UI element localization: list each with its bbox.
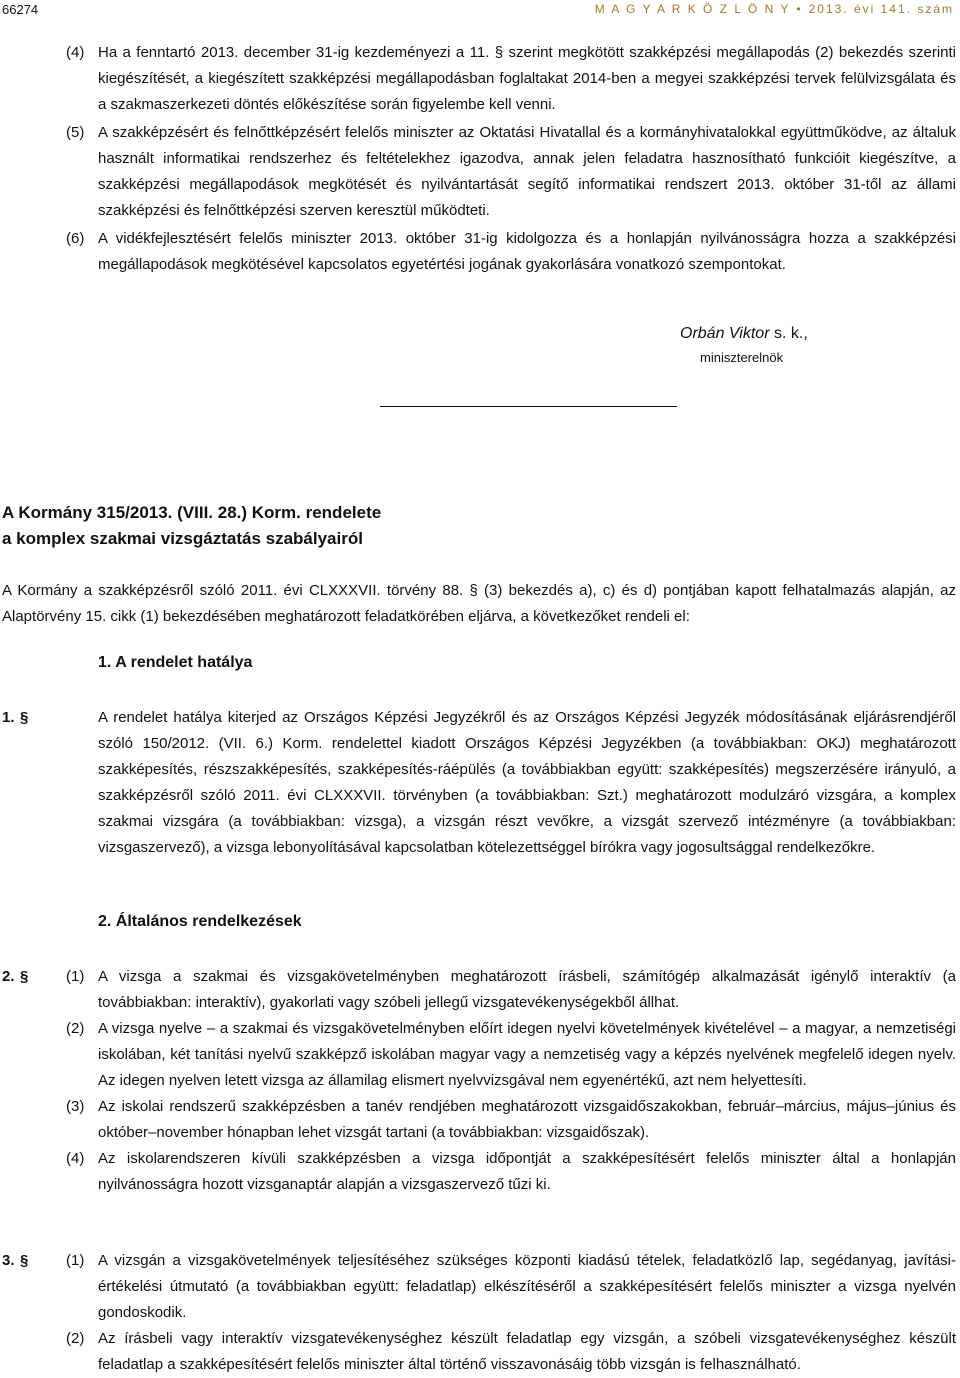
- signatory-suffix: s. k.,: [769, 325, 808, 342]
- signatory-role: miniszterelnök: [700, 350, 784, 365]
- page-header: [0, 0, 960, 22]
- item-text: Az írásbeli vagy interaktív vizsgatevékenységhez készült feladatlap egy vizsgán, a szóbeli vizsgatevékenységhez készült feladatlap a szakképesítésért felelős miniszter által történő visszavonásáig több vizsgán is felhasználható.: [98, 1330, 956, 1373]
- section-title: 1. A rendelet hatálya: [98, 654, 253, 671]
- paragraph-number: (4): [66, 44, 85, 61]
- item-text: Az iskolai rendszerű szakképzésben a tanév rendjében meghatározott vizsgaidőszakokban, február–március, május–június és október–november hónapban lehet vizsgát tartani (a továbbiakban: vizsgaidőszak).: [98, 1098, 956, 1141]
- section-title: 2. Általános rendelkezések: [98, 913, 302, 930]
- signature-block: [0, 325, 960, 385]
- section-item: [0, 1146, 960, 1198]
- paragraph-number: (6): [66, 230, 85, 247]
- paragraph-text: Ha a fenntartó 2013. december 31-ig kezdeményezi a 11. § szerint megkötött szakképzési megállapodás (2) bekezdés szerinti kiegészítését, a kiegészített szakképzési megállapodásban foglaltakat 2014-ben a megyei szakképzési tervek felülvizsgálata és a szakmaszerkezeti döntés előkészítése során figyelembe kell venni.: [98, 44, 956, 113]
- item-text: A vizsga nyelve – a szakmai és vizsgakövetelményben előírt idegen nyelvi követelmények kivételével – a magyar, a nemzetiségi iskolában, két tanítási nyelvű szakképző iskolában magyar vagy a nemzetiség vagy a képzés nyelvének megfelelő idegen nyelv. Az idegen nyelven letett vizsga az államilag elismert nyelvvizsgával nem egyenértékű, azt nem helyettesíti.: [98, 1020, 956, 1089]
- item-text: A rendelet hatálya kiterjed az Országos Képzési Jegyzékről és az Országos Képzési Jegyzék módosításának eljárásrendjéről szóló 150/2012. (VII. 6.) Korm. rendelettel kiadott Országos Képzési Jegyzékben (a továbbiakban: OKJ) meghatározott szakképesítés, részszakképesítés, szakképesítés-ráépülés (a továbbiakban együtt: szakképesítés) megszerzésére irányuló, a szakképzésről szóló 2011. évi CLXXXVII. törvényben (a továbbiakban: Szt.) meghatározott modulzáró vizsgára, a komplex szakmai vizsgára (a továbbiakban: vizsga), a vizsgán részt vevőkre, a vizsgát szervező intézményre (a továbbiakban: vizsgaszervező), a vizsga lebonyolításával kapcsolatban kötelezettséggel bírókra vagy jogosultsággal rendelkezőkre.: [98, 709, 956, 856]
- intro-section: [0, 40, 960, 280]
- section-item: [0, 1016, 960, 1094]
- signatory-line: [680, 325, 808, 343]
- item-number: (1): [66, 968, 85, 985]
- journal-name: M A G Y A R K Ö Z L Ö N Y: [594, 2, 791, 16]
- decree-subtitle-line: a komplex szakmai vizsgáztatás szabályairól: [2, 529, 363, 548]
- journal-issue: 2013. évi 141. szám: [808, 2, 954, 16]
- item-text: Az iskolarendszeren kívüli szakképzésben a vizsga időpontját a szakképesítésért felelős miniszter által a honlapján nyilvánosságra hozott vizsganaptár alapján a vizsgaszervező tűzi ki.: [98, 1150, 956, 1193]
- section: [0, 964, 960, 1198]
- section-number: 2.: [2, 968, 15, 985]
- paragraph: [0, 40, 960, 118]
- section-item: [0, 1326, 960, 1378]
- journal-title: [595, 2, 954, 16]
- section-item: [0, 1248, 960, 1326]
- bullet-icon: •: [796, 2, 803, 16]
- section-number: 1.: [2, 709, 15, 726]
- section-body: [0, 705, 960, 861]
- paragraph-text: A vidékfejlesztésért felelős miniszter 2013. október 31-ig kidolgozza és a honlapján nyilvánosságra hozza a szakképzési megállapodások megkötésével kapcsolatos egyetértési jogának gyakorlására vonatkozó szempontokat.: [98, 230, 956, 273]
- decree-title-line: A Kormány 315/2013. (VIII. 28.) Korm. rendelete: [2, 503, 382, 522]
- decree-title: [2, 500, 381, 552]
- section: [0, 705, 960, 861]
- paragraph: [0, 120, 960, 224]
- paragraph-text: A szakképzésért és felnőttképzésért felelős miniszter az Oktatási Hivatallal és a kormányhivatalokkal együttműködve, az általuk használt informatikai rendszerhez és feltételekhez igazodva, annak jelen feladatra hasznosítható funkcióit kiegészítve, a szakképzési megállapodások megkötését és nyilvántartását segítő informatikai rendszert 2013. október 31-től az állami szakképzési és felnőttképzési szerven keresztül működteti.: [98, 124, 956, 219]
- decree-preamble: A Kormány a szakképzésről szóló 2011. évi CLXXXVII. törvény 88. § (3) bekezdés a), c) és d) pontjában kapott felhatalmazás alapján, az Alaptörvény 15. cikk (1) bekezdésében meghatározott feladatkörében eljárva, a következőket rendeli el:: [2, 582, 956, 625]
- item-number: (2): [66, 1330, 85, 1347]
- section: [0, 1248, 960, 1378]
- section-number: 3.: [2, 1252, 15, 1269]
- section-body: [0, 1248, 960, 1378]
- section-item: [0, 1094, 960, 1146]
- paragraph-number: (5): [66, 124, 85, 141]
- item-number: (1): [66, 1252, 85, 1269]
- item-number: (3): [66, 1098, 85, 1115]
- separator-line: [380, 406, 677, 407]
- item-text: A vizsga a szakmai és vizsgakövetelményben meghatározott írásbeli, számítógép alkalmazását igénylő interaktív (a továbbiakban: interaktív), gyakorlati vagy szóbeli jellegű vizsgatevékenységekből állhat.: [98, 968, 956, 1011]
- item-number: (2): [66, 1020, 85, 1037]
- section-sign: §: [20, 968, 29, 985]
- item-text: A vizsgán a vizsgakövetelmények teljesítéséhez szükséges központi kiadású tételek, feladatközlő lap, segédanyag, javítási-értékelési útmutató (a továbbiakban együtt: feladatlap) elkészítéséről a szakképesítésért felelős miniszter a vizsga nyelvén gondoskodik.: [98, 1252, 956, 1321]
- signatory-name: Orbán Viktor: [680, 325, 770, 342]
- section-sign: §: [20, 1252, 29, 1269]
- section-item: [0, 964, 960, 1016]
- page-number: 66274: [2, 2, 39, 17]
- section-sign: §: [20, 709, 29, 726]
- item-number: (4): [66, 1150, 85, 1167]
- section-body: [0, 964, 960, 1198]
- paragraph: [0, 226, 960, 278]
- section-item: [0, 705, 960, 861]
